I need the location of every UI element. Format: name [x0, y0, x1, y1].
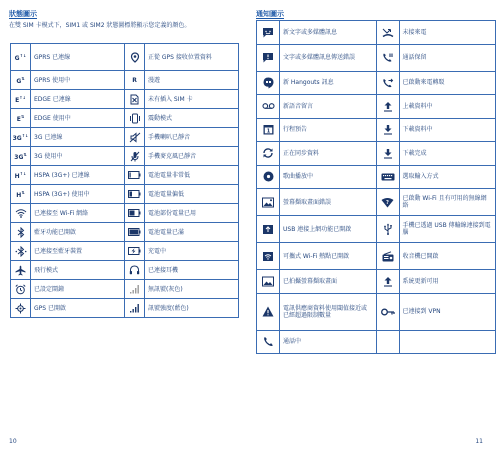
- screenshot-error-icon: [257, 189, 280, 216]
- row-label: 飛行模式: [31, 261, 125, 280]
- row-label: 已連接到 VPN: [399, 293, 496, 330]
- row-label: EDGE 使用中: [31, 109, 125, 128]
- table-row: [11, 90, 239, 109]
- row-label: 已連接至藍牙裝置: [31, 242, 125, 261]
- row-label: 正在同步資料: [280, 142, 377, 166]
- sync-icon: [257, 142, 280, 166]
- table-row: [11, 128, 239, 147]
- row-label: 已拍攝螢幕擷取畫面: [280, 270, 377, 294]
- page-number: 10: [9, 438, 17, 445]
- bluetooth-connected-icon: [11, 242, 31, 261]
- gps-location-icon: [125, 44, 145, 71]
- row-label: USB 連接上網功能已開啟: [280, 216, 377, 243]
- screenshot-icon: [257, 270, 280, 294]
- call-forward-icon: [376, 71, 399, 95]
- row-label: 電池電量非常低: [145, 166, 239, 185]
- row-label: 已連接至 Wi-Fi 網絡: [31, 204, 125, 223]
- row-label: 已連接耳機: [145, 261, 239, 280]
- row-label: EDGE 已連線: [31, 90, 125, 109]
- table-row: [257, 330, 496, 354]
- table-row: [257, 118, 496, 142]
- table-row: [257, 293, 496, 330]
- hangouts-icon: [257, 71, 280, 95]
- usb-connected-icon: [376, 216, 399, 243]
- vibrate-icon: [125, 109, 145, 128]
- airplane-icon: [11, 261, 31, 280]
- row-label: 漫遊: [145, 71, 239, 90]
- table-row: [257, 44, 496, 71]
- 3g-connected-icon: 3G↑↓: [11, 128, 31, 147]
- hspa-in-use-icon: H⇅: [11, 185, 31, 204]
- message-problem-icon: [257, 44, 280, 71]
- row-label: 可攜式 Wi-Fi 熱點已開啟: [280, 243, 377, 270]
- hspa-connected-icon: H↑↓: [11, 166, 31, 185]
- row-label: 行程預告: [280, 118, 377, 142]
- battery-full-icon: [125, 223, 145, 242]
- row-label: 文字或多媒體訊息傳送錯誤: [280, 44, 377, 71]
- bluetooth-on-icon: [11, 223, 31, 242]
- status-icons-table: [10, 43, 239, 318]
- system-update-icon: [376, 270, 399, 294]
- headset-icon: [125, 261, 145, 280]
- row-label: 電訊供應商資料使用閾值接近或已經超過限制數量: [280, 293, 377, 330]
- row-label: HSPA (3G+) 已連線: [31, 166, 125, 185]
- missed-call-icon: [376, 21, 399, 45]
- row-label: 手機麥克風已靜音: [145, 147, 239, 166]
- status-icons-intro: 在雙 SIM 卡模式下，SIM1 或 SIM2 狀態圖標將顯示您定義的顏色。: [9, 22, 191, 29]
- vpn-key-icon: [376, 293, 399, 330]
- svg-text:?: ?: [386, 199, 389, 206]
- mic-muted-icon: [125, 147, 145, 166]
- table-row: [11, 261, 239, 280]
- call-hold-icon: [376, 44, 399, 71]
- table-row: [257, 21, 496, 45]
- row-label: 選取輸入方式: [399, 165, 496, 189]
- calendar-icon: [257, 118, 280, 142]
- row-label: 電池部份電量已用: [145, 204, 239, 223]
- row-label: 下載資料中: [399, 118, 496, 142]
- row-label: GPRS 已連線: [31, 44, 125, 71]
- right-page: [249, 0, 497, 455]
- table-row: [11, 242, 239, 261]
- row-label: 藍牙功能已開啟: [31, 223, 125, 242]
- left-page: [0, 0, 248, 455]
- row-label: 已設定鬧鐘: [31, 280, 125, 299]
- new-message-icon: [257, 21, 280, 45]
- data-limit-warning-icon: [257, 293, 280, 330]
- row-label: 手機已透過 USB 傳輸線連接到電腦: [399, 216, 496, 243]
- page-number: 11: [475, 438, 483, 445]
- row-label: 充電中: [145, 242, 239, 261]
- wifi-icon: [11, 204, 31, 223]
- status-icons-heading: 狀態圖示: [9, 10, 37, 18]
- edge-in-use-icon: E⇅: [11, 109, 31, 128]
- row-label: 未有插入 SIM 卡: [145, 90, 239, 109]
- table-row: [11, 204, 239, 223]
- row-label: 下載完成: [399, 142, 496, 166]
- signal-strength-icon: [125, 299, 145, 318]
- row-label: 電池電量偏低: [145, 185, 239, 204]
- keyboard-icon: [376, 165, 399, 189]
- row-label: 3G 已連線: [31, 128, 125, 147]
- table-row: [11, 223, 239, 242]
- upload-icon: [376, 95, 399, 119]
- ringer-silent-icon: [125, 128, 145, 147]
- gprs-in-use-icon: G⇅: [11, 71, 31, 90]
- download-done-icon: [376, 142, 399, 166]
- table-row: [257, 189, 496, 216]
- table-row: [11, 147, 239, 166]
- row-label: 歌曲播放中: [280, 165, 377, 189]
- song-playing-icon: [257, 165, 280, 189]
- radio-icon: [376, 243, 399, 270]
- open-wifi-icon: [376, 189, 399, 216]
- row-label: 新文字或多媒體訊息: [280, 21, 377, 45]
- roaming-icon: R: [125, 71, 145, 90]
- no-signal-icon: [125, 280, 145, 299]
- voicemail-icon: [257, 95, 280, 119]
- alarm-icon: [11, 280, 31, 299]
- hotspot-icon: [257, 243, 280, 270]
- 3g-in-use-icon: 3G⇅: [11, 147, 31, 166]
- row-label: GPRS 使用中: [31, 71, 125, 90]
- no-sim-icon: [125, 90, 145, 109]
- row-label: 通話中: [280, 330, 377, 354]
- empty-icon-cell: [376, 330, 399, 354]
- row-label: 電池電量已滿: [145, 223, 239, 242]
- table-row: [11, 109, 239, 128]
- table-row: [11, 44, 239, 71]
- row-label: 未接來電: [399, 21, 496, 45]
- svg-text:1: 1: [266, 128, 270, 135]
- table-row: [257, 142, 496, 166]
- row-label: HSPA (3G+) 使用中: [31, 185, 125, 204]
- table-row: [257, 270, 496, 294]
- table-row: [257, 165, 496, 189]
- row-label: 收音機已開啟: [399, 243, 496, 270]
- row-label: 通話保留: [399, 44, 496, 71]
- notification-icons-heading: 通知圖示: [256, 10, 284, 18]
- battery-charging-icon: [125, 242, 145, 261]
- usb-tethering-icon: [257, 216, 280, 243]
- table-row: [11, 185, 239, 204]
- row-label: 3G 使用中: [31, 147, 125, 166]
- table-row: [257, 95, 496, 119]
- download-icon: [376, 118, 399, 142]
- battery-partial-icon: [125, 204, 145, 223]
- table-row: [257, 243, 496, 270]
- row-label: 新 Hangouts 訊息: [280, 71, 377, 95]
- row-label: 螢幕擷取畫面錯誤: [280, 189, 377, 216]
- gprs-connected-icon: G↑↓: [11, 44, 31, 71]
- table-row: [11, 71, 239, 90]
- battery-very-low-icon: [125, 166, 145, 185]
- notification-icons-table: [256, 20, 496, 354]
- row-label: 已啟動 Wi-Fi 且有可用的無線網絡: [399, 189, 496, 216]
- row-label: 系統更新可用: [399, 270, 496, 294]
- row-label: GPS 已開啟: [31, 299, 125, 318]
- table-row: [257, 71, 496, 95]
- row-label: 手機喇叭已靜音: [145, 128, 239, 147]
- call-in-progress-icon: [257, 330, 280, 354]
- row-label: 訊號強度(藍色): [145, 299, 239, 318]
- battery-low-icon: [125, 185, 145, 204]
- table-row: [257, 216, 496, 243]
- row-label: 震動模式: [145, 109, 239, 128]
- gps-on-icon: [11, 299, 31, 318]
- row-label: [399, 330, 496, 354]
- table-row: [11, 280, 239, 299]
- row-label: 已啟動來電轉駁: [399, 71, 496, 95]
- row-label: 新語音留言: [280, 95, 377, 119]
- table-row: [11, 299, 239, 318]
- row-label: 無訊號(灰色): [145, 280, 239, 299]
- edge-connected-icon: E↑↓: [11, 90, 31, 109]
- table-row: [11, 166, 239, 185]
- row-label: 正從 GPS 接收位置資料: [145, 44, 239, 71]
- row-label: 上載資料中: [399, 95, 496, 119]
